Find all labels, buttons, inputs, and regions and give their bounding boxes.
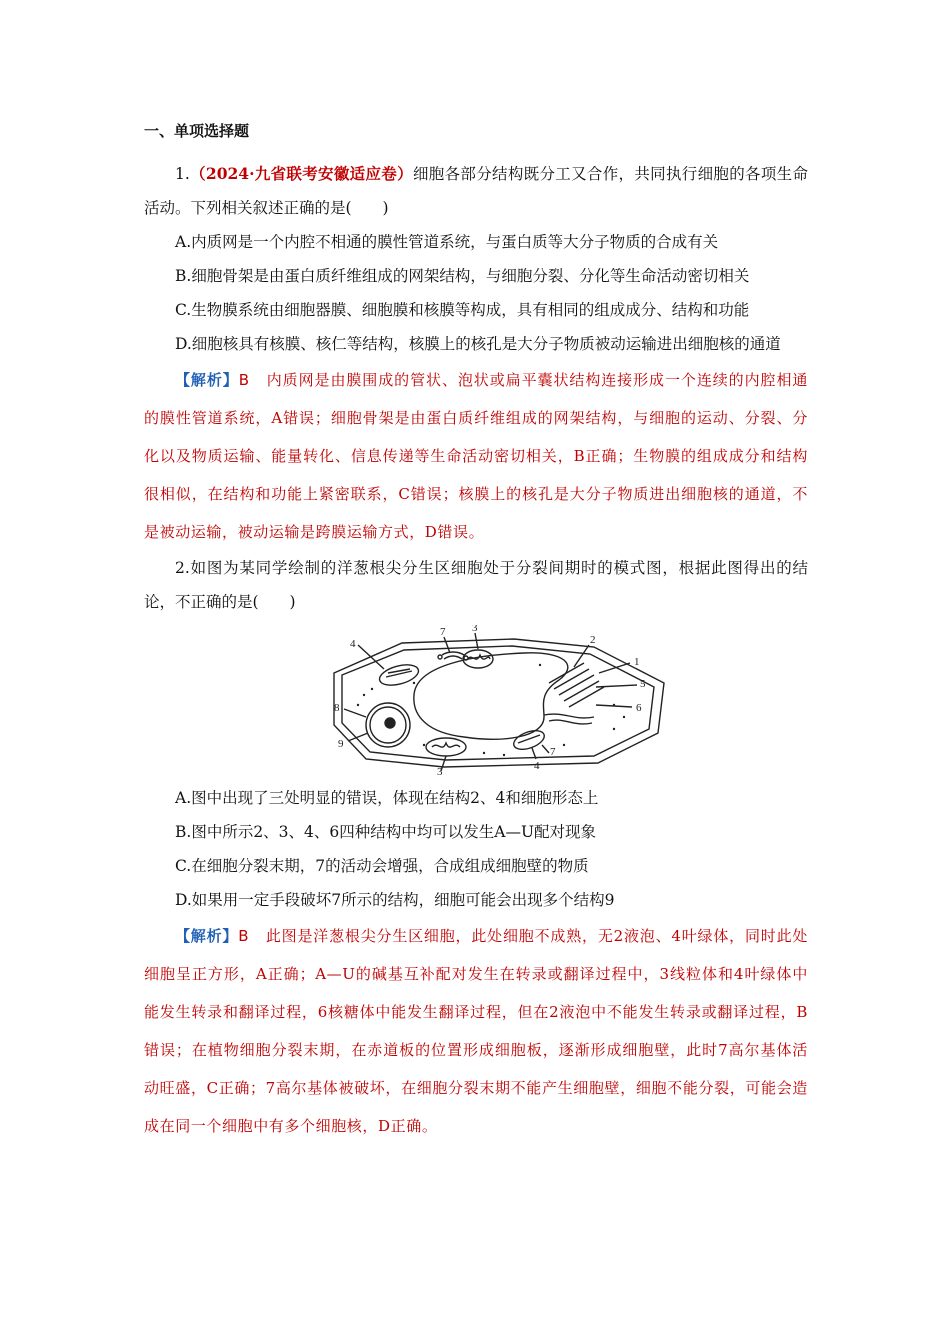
q1-analysis-answer: B <box>238 371 250 389</box>
q2-option-c: C.在细胞分裂末期，7的活动会增强，合成组成细胞壁的物质 <box>175 857 589 875</box>
q2-option-b: B.图中所示2、3、4、6四种结构中均可以发生A—U配对现象 <box>175 823 597 841</box>
nucleolus <box>385 718 395 728</box>
label-4-bottom: 4 <box>534 760 540 772</box>
question-2-number: 2. <box>175 559 190 577</box>
question-2-stem <box>144 551 808 619</box>
q1-option-d: D.细胞核具有核膜、核仁等结构，核膜上的核孔是大分子物质被动运输进出细胞核的通道 <box>175 335 781 353</box>
vacuole <box>414 653 568 739</box>
q1-analysis <box>144 361 808 551</box>
label-5: 5 <box>640 678 646 690</box>
q2-analysis-text: 此图是洋葱根尖分生区细胞，此处细胞不成熟，无2液泡、4叶绿体，同时此处细胞呈正方形，A正确；A—U的碱基互补配对发生在转录或翻译过程中，3线粒体和4叶绿体中能发生转录和翻译过程，6核糖体中能发生翻译过程，但在2液泡中不能发生转录或翻译过程，B错误；在植物细胞分裂末期，在赤道板的位置形成细胞板，逐渐形成细胞壁，此时7高尔基体活动旺盛，C正确；7高尔基体被破坏，在细胞分裂末期不能产生细胞壁，细胞不能分裂，可能会造成在同一个细胞中有多个细胞核，D正确。 <box>144 927 808 1135</box>
chloroplast-bottom <box>511 727 547 753</box>
q2-analysis-tag: 【解析】 <box>175 927 239 945</box>
chloroplast-top-left <box>377 661 420 689</box>
question-1-stem <box>144 157 808 225</box>
label-9: 9 <box>338 738 344 750</box>
question-2-text: 如图为某同学绘制的洋葱根尖分生区细胞处于分裂间期时的模式图，根据此图得出的结论，不正确的是( ) <box>144 559 808 611</box>
question-1-number: 1. <box>175 165 190 183</box>
q1-analysis-text: 内质网是由膜围成的管状、泡状或扁平囊状结构连接形成一个连续的内腔相通的膜性管道系统，A错误；细胞骨架是由蛋白质纤维组成的网架结构，与细胞的运动、分裂、分化以及物质运输、能量转化、信息传递等生命活动密切相关，B正确；生物膜的组成成分和结构很相似，在结构和功能上紧密联系，C错误；核膜上的核孔是大分子物质进出细胞核的通道，不是被动运输，被动运输是跨膜运输方式，D错误。 <box>144 371 809 541</box>
er-right <box>544 714 594 724</box>
label-3-bottom: 3 <box>437 766 443 775</box>
q1-option-c: C.生物膜系统由细胞器膜、细胞膜和核膜等构成，具有相同的组成成分、结构和功能 <box>175 301 750 319</box>
q2-option-a: A.图中出现了三处明显的错误，体现在结构2、4和细胞形态上 <box>175 789 599 807</box>
question-1-text: 细胞各部分结构既分工又合作，共同执行细胞的各项生命活动。下列相关叙述正确的是( ) <box>144 165 808 217</box>
q2-analysis-answer: B <box>238 927 250 945</box>
question-1-source: （2024·九省联考安徽适应卷） <box>189 164 413 183</box>
label-7-bottom: 7 <box>550 746 556 758</box>
q2-analysis <box>144 917 808 1145</box>
label-8: 8 <box>334 702 340 714</box>
q1-analysis-tag: 【解析】 <box>175 371 239 389</box>
q2-option-d: D.如果用一定手段破坏7所示的结构，细胞可能会出现多个结构9 <box>175 891 615 909</box>
label-6: 6 <box>636 702 642 714</box>
label-4-top: 4 <box>350 638 356 650</box>
golgi-right <box>549 663 604 707</box>
label-7-top: 7 <box>440 626 446 638</box>
label-2: 2 <box>590 634 596 646</box>
onion-root-cell-diagram <box>144 625 808 775</box>
q1-option-b: B.细胞骨架是由蛋白质纤维组成的网架结构，与细胞分裂、分化等生命活动密切相关 <box>175 267 750 285</box>
label-1: 1 <box>634 656 640 668</box>
q1-option-a: A.内质网是一个内腔不相通的膜性管道系统，与蛋白质等大分子物质的合成有关 <box>175 233 719 251</box>
section-title: 一、单项选择题 <box>144 122 250 140</box>
document-page <box>144 118 808 1145</box>
label-3-top: 3 <box>472 625 478 634</box>
golgi-top <box>442 652 464 655</box>
